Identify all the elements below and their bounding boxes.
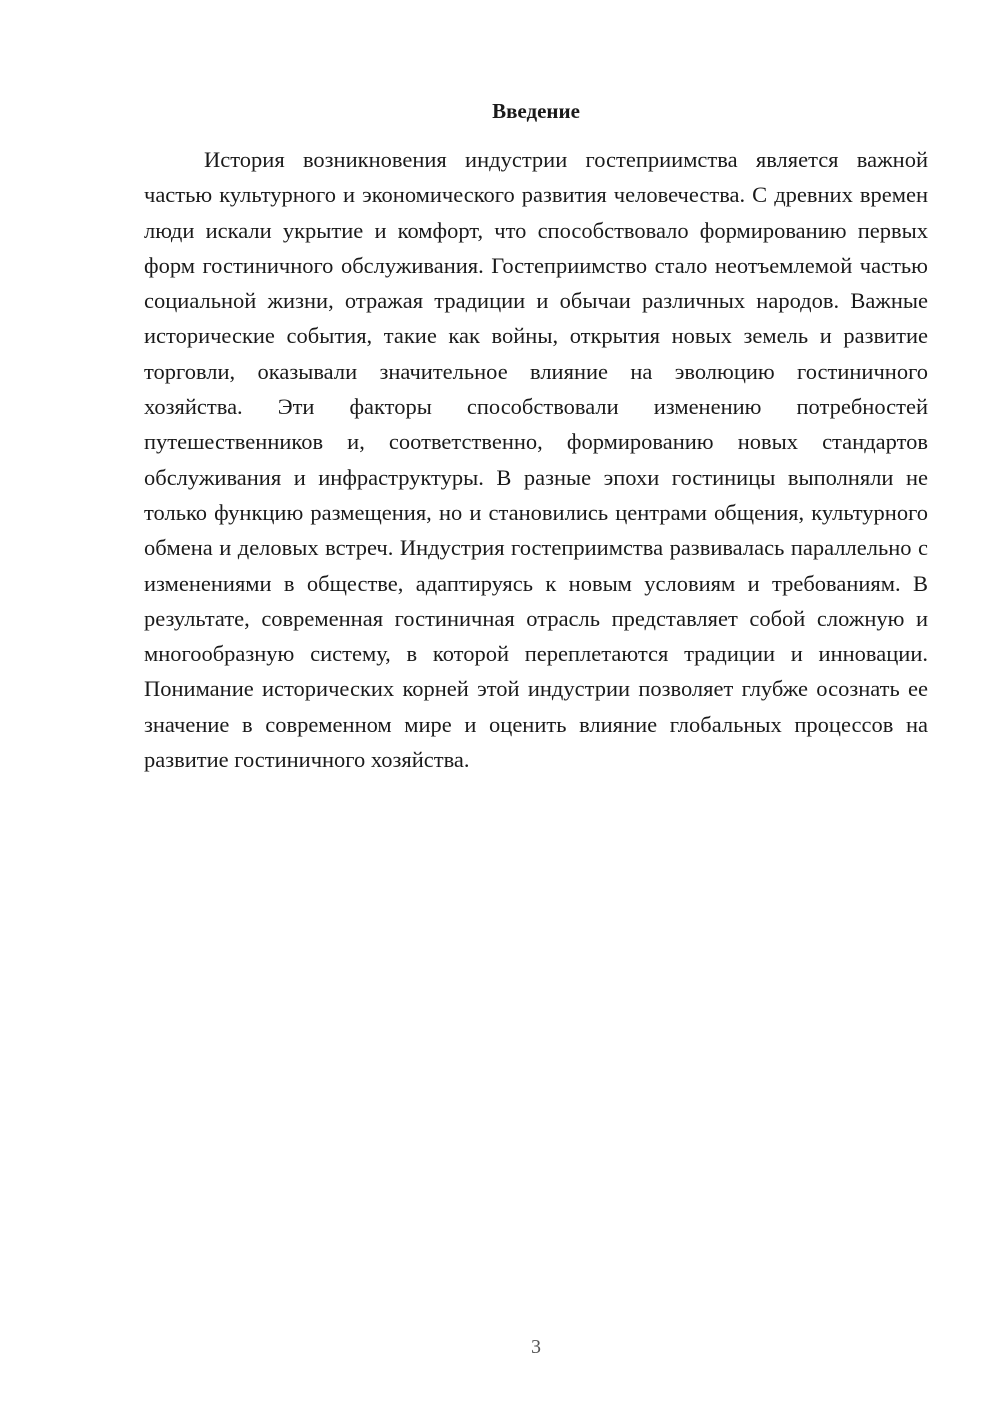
page-number: 3 bbox=[531, 1336, 541, 1358]
body-paragraph: История возникновения индустрии гостеприимства является важной частью культурного и экономического развития человечества. С древних времен люди искали укрытие и комфорт, что способствовало формированию первых форм гостиничного обслуживания. Гостеприимство стало неотъемлемой частью социальной жизни, отражая традиции и обычаи различных народов. Важные исторические события, такие как войны, открытия новых земель и развитие торговли, оказывали значительное влияние на эволюцию гостиничного хозяйства. Эти факторы способствовали изменению потребностей путешественников и, соответственно, формированию новых стандартов обслуживания и инфраструктуры. В разные эпохи гостиницы выполняли не только функцию размещения, но и становились центрами общения, культурного обмена и деловых встреч. Индустрия гостеприимства развивалась параллельно с изменениями в обществе, адаптируясь к новым условиям и требованиям. В результате, современная гостиничная отрасль представляет собой сложную и многообразную систему, в которой переплетаются традиции и инновации. Понимание исторических корней этой индустрии позволяет глубже осознать ее значение в современном мире и оценить влияние глобальных процессов на развитие гостиничного хозяйства. bbox=[144, 147, 928, 773]
section-heading: Введение bbox=[492, 99, 580, 123]
